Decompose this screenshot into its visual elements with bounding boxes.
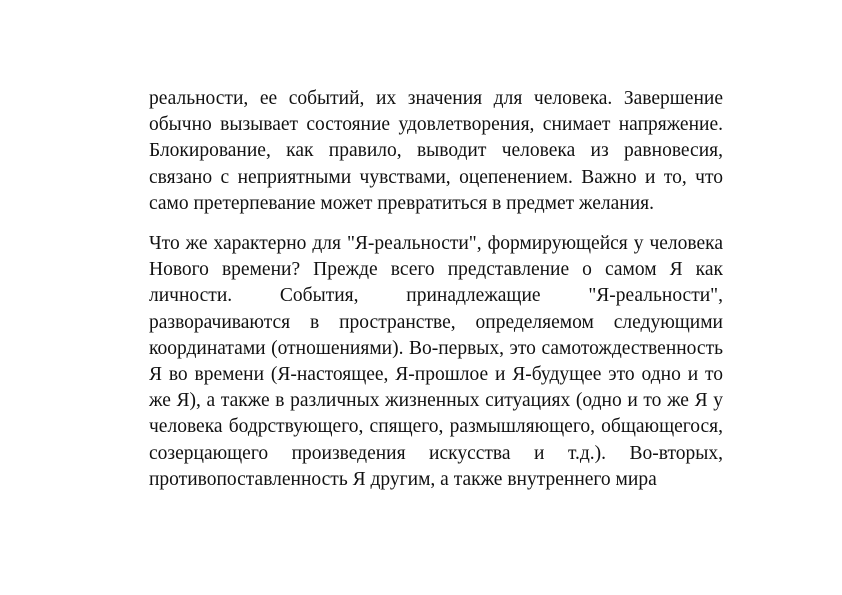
body-text — [149, 86, 723, 493]
paragraph-2: Что же характерно для "Я-реальности", формирующейся у человека Нового времени? Прежде всего представление о самом Я как личности. События, принадлежащие "Я-реальности", разворачиваются в пространстве, определяемом следующими координатами (отношениями). Во-первых, это самотождественность Я во времени (Я-настоящее, Я-прошлое и Я-будущее это одно и то же Я), а также в различных жизненных ситуациях (одно и то же Я у человека бодрствующего, спящего, размышляющего, общающегося, созерцающего произведения искусства и т.д.). Во-вторых, противопоставленность Я другим, а также внутреннего мира — [149, 233, 723, 490]
paragraph-1: реальности, ее событий, их значения для человека. Завершение обычно вызывает состояние удовлетворения, снимает напряжение. Блокирование, как правило, выводит человека из равновесия, связано с неприятными чувствами, оцепенением. Важно и то, что само претерпевание может превратиться в предмет желания. — [149, 88, 723, 214]
